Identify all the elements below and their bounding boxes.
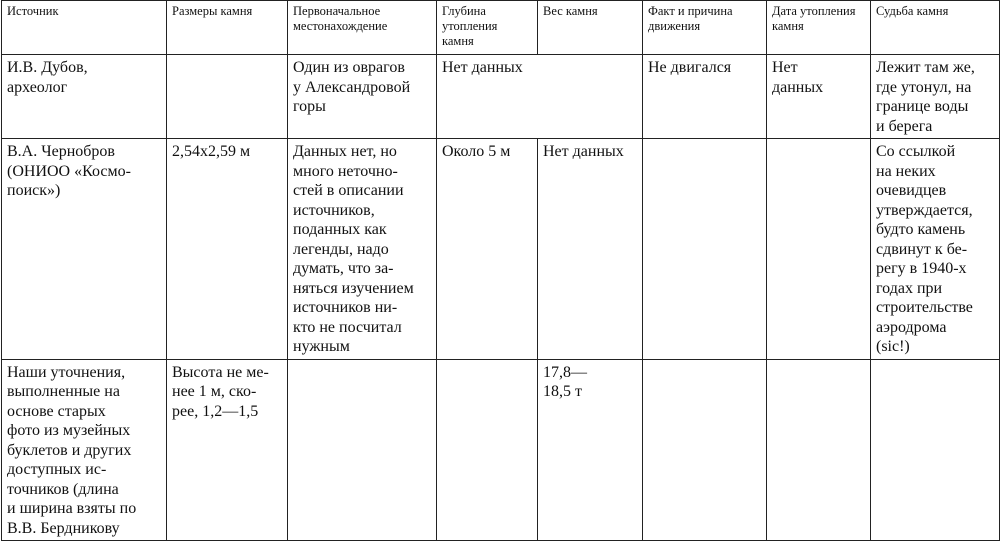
header-fate: Судьба камня <box>871 1 1000 55</box>
header-location: Первоначальное местонахождение <box>288 1 437 55</box>
cell-size: Высота не ме- нее 1 м, ско- рее, 1,2—1,5 <box>167 359 288 541</box>
cell-source: В.А. Чернобров (ОНИОО «Космо- поиск») <box>2 139 167 360</box>
cell-movement: Не двигался <box>643 55 767 139</box>
header-size: Размеры камня <box>167 1 288 55</box>
cell-fate <box>871 359 1000 541</box>
cell-date: Нет данных <box>767 55 871 139</box>
header-source: Источник <box>2 1 167 55</box>
cell-date <box>767 359 871 541</box>
table-row <box>2 359 1000 541</box>
cell-location: Один из оврагов у Александровой горы <box>288 55 437 139</box>
header-weight: Вес камня <box>538 1 643 55</box>
cell-depth-weight: Нет данных <box>437 55 643 139</box>
cell-weight: Нет данных <box>538 139 643 360</box>
cell-location <box>288 359 437 541</box>
header-movement: Факт и причина движения <box>643 1 767 55</box>
table-row <box>2 139 1000 360</box>
cell-depth <box>437 359 538 541</box>
cell-weight: 17,8— 18,5 т <box>538 359 643 541</box>
table-row <box>2 55 1000 139</box>
cell-depth: Около 5 м <box>437 139 538 360</box>
cell-date <box>767 139 871 360</box>
table-header-row <box>2 1 1000 55</box>
cell-source: Наши уточнения, выполненные на основе старых фото из музейных буклетов и других доступных ис- точников (длина и ширина взяты по В.В. Бердникову <box>2 359 167 541</box>
cell-size <box>167 55 288 139</box>
cell-movement <box>643 359 767 541</box>
cell-source: И.В. Дубов, археолог <box>2 55 167 139</box>
header-depth: Глубина утопления камня <box>437 1 538 55</box>
cell-movement <box>643 139 767 360</box>
cell-size: 2,54x2,59 м <box>167 139 288 360</box>
stone-data-table <box>1 0 1000 541</box>
header-date: Дата утопления камня <box>767 1 871 55</box>
cell-location: Данных нет, но много неточно- стей в описании источников, поданных как легенды, надо думать, что за- няться изучением источников ни- кто не посчитал нужным <box>288 139 437 360</box>
cell-fate: Лежит там же, где утонул, на границе воды и берега <box>871 55 1000 139</box>
cell-fate: Со ссылкой на неких очевидцев утверждается, будто камень сдвинут к бе- регу в 1940-х годах при строительстве аэродрома (sic!) <box>871 139 1000 360</box>
